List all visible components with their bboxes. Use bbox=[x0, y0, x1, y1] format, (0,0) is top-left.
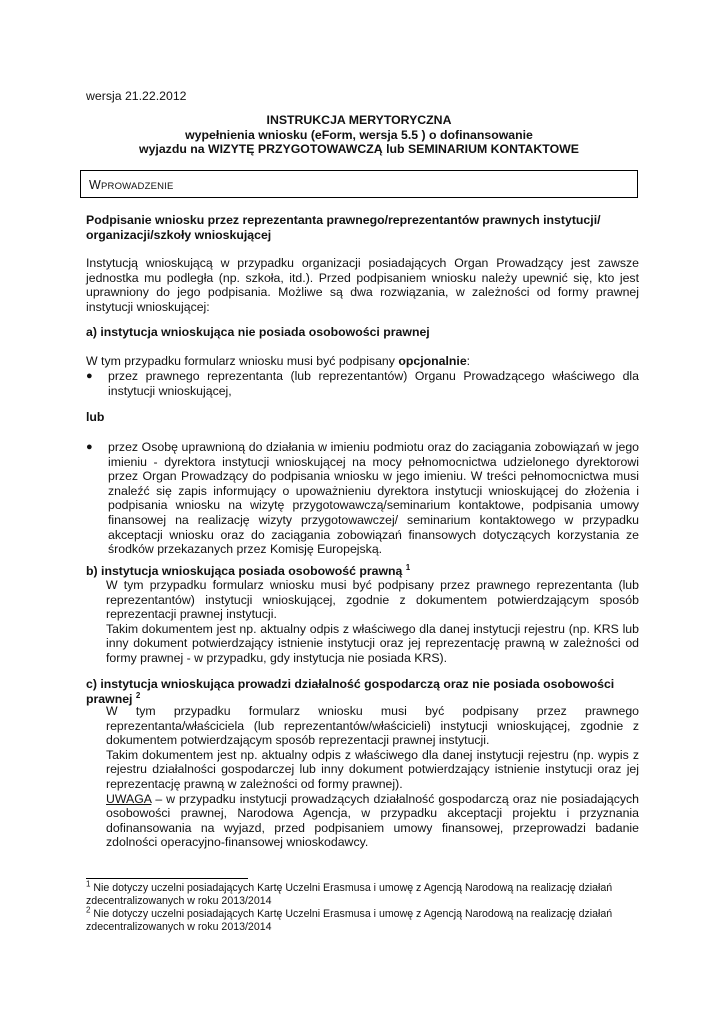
bullet-icon: ● bbox=[86, 441, 93, 453]
section-b-paragraph-1 bbox=[86, 578, 639, 666]
section-a-lead-text: W tym przypadku formularz wniosku musi być podpisany bbox=[86, 354, 399, 368]
footnote-divider bbox=[86, 878, 248, 879]
section-c-para-1: W tym przypadku formularz wniosku musi być podpisany przez prawnego reprezentanta/właściciela (lub reprezentantów/właścicieli) instytucji wnioskującej, zgodnie z dokumentem potwierdzającym sposób reprezentacji prawnej instytucji. bbox=[106, 704, 639, 748]
section-a-heading: a) instytucja wnioskująca nie posiada osobowości prawnej bbox=[86, 325, 430, 339]
footnote-ref-1: 1 bbox=[405, 562, 411, 572]
section-a-lead-bold: opcjonalnie bbox=[398, 354, 467, 368]
section-c-uwaga bbox=[86, 792, 639, 850]
section-box-initial: W bbox=[89, 178, 101, 192]
section-b-heading-text: b) instytucja wnioskująca posiada osobowość prawną bbox=[86, 564, 403, 578]
uwaga-label: UWAGA bbox=[106, 791, 152, 806]
section-a-bullet-2: przez Osobę uprawnioną do działania w imieniu podmiotu oraz do zaciągania zobowiązań w jego imieniu - dyrektora instytucji wnioskującej na mocy pełnomocnictwa udzielonego dyrektorowi przez Organ Prowadzący do podpisania wniosku w jego imieniu. W treści pełnomocnictwa musi znaleźć się zapis informujący o upoważnieniu dyrektora instytucji wnioskującej do złożenia i podpisania wniosku na wizytę przygotowawczą/seminarium kontaktowe, podpisania umowy finansowej na realizację wizyty przygotowawczej/ seminarium kontaktowego w przypadku akceptacji wniosku oraz do zaciągania zobowiązań finansowych dotyczących korzystania ze środków przekazanych przez Komisję Europejską. bbox=[108, 440, 639, 557]
title-line-3: wyjazdu na WIZYTĘ PRZYGOTOWAWCZĄ lub SEMINARIUM KONTAKTOWE bbox=[139, 142, 579, 157]
version-label: wersja 21.22.2012 bbox=[86, 89, 187, 103]
section-c-para-2: Takim dokumentem jest np. aktualny odpis z właściwego dla danej instytucji rejestru (np. wypis z rejestru działalności gospodarczej lub inny dokument potwierdzający istnienie instytucji oraz jej reprezentację prawną w zależności od formy prawnej). bbox=[106, 747, 639, 791]
title-line-2: wypełnienia wniosku (eForm, wersja 5.5 ) o dofinansowanie bbox=[185, 127, 533, 142]
title-line-1: INSTRUKCJA MERYTORYCZNA bbox=[266, 113, 452, 127]
footnote-ref-2: 2 bbox=[135, 690, 141, 700]
section-b-para-2-text: Takim dokumentem jest np. aktualny odpis z właściwego dla danej instytucji rejestru (np. KRS lub inny dokument potwierdzający istnienie instytucji oraz jej reprezentację prawną w zależności od formy prawnej - w przypadku, gdy instytucja nie posiada KRS). bbox=[106, 621, 639, 665]
section-c-body bbox=[86, 704, 639, 850]
footnote-1-number: 1 bbox=[86, 879, 91, 889]
section-box-intro bbox=[80, 170, 638, 198]
section-b-para-1-text: W tym przypadku formularz wniosku musi być podpisany przez prawnego reprezentanta (lub reprezentantów) instytucji wnioskującej, zgodnie z dokumentem potwierdzającym sposób reprezentacji prawnej instytucji. bbox=[106, 578, 639, 622]
footnote-1-text: Nie dotyczy uczelni posiadających Kartę Uczelni Erasmusa i umowę z Agencją Narodową na realizację działań zdecentralizowanych w roku 2013/2014 bbox=[86, 882, 613, 907]
footnote-2 bbox=[86, 905, 639, 934]
uwaga-text: – w przypadku instytucji prowadzących działalność gospodarczą oraz nie posiadających osobowości prawnej, Narodowa Agencja, w przypadku akceptacji projektu i przyznania dofinansowania na wyjazd, przed podpisaniem umowy finansowej, przeprowadzi badanie zdolności operacyjno-finansowej wnioskodawcy. bbox=[106, 791, 639, 850]
footnote-2-number: 2 bbox=[86, 905, 91, 915]
section-a-lead-colon: : bbox=[466, 354, 471, 368]
section-box-label bbox=[89, 178, 174, 195]
section-c-heading bbox=[86, 677, 639, 706]
section-box-rest: PROWADZENIE bbox=[101, 181, 174, 192]
heading-signing: Podpisanie wniosku przez reprezentanta prawnego/reprezentantów prawnych instytucji/ organizacji/szkoły wnioskującej bbox=[86, 213, 601, 242]
intro-paragraph: Instytucją wnioskującą w przypadku organizacji posiadających Organ Prowadzący jest zawsze jednostka mu podległa (np. szkoła, itd.). Przed podpisaniem wniosku należy upewnić się, kto jest uprawniony do jego podpisania. Możliwe są dwa rozwiązania, w zależności od formy prawnej instytucji wnioskującej: bbox=[86, 256, 639, 314]
section-c-heading-text: c) instytucja wnioskująca prowadzi działalność gospodarczą oraz nie posiada osobowości prawnej bbox=[86, 677, 615, 706]
footnote-1 bbox=[86, 879, 639, 908]
footnote-2-text: Nie dotyczy uczelni posiadających Kartę Uczelni Erasmusa i umowę z Agencją Narodową na realizację działań zdecentralizowanych w roku 2013/2014 bbox=[86, 908, 613, 933]
section-a-or: lub bbox=[86, 410, 105, 424]
section-b-heading bbox=[86, 564, 410, 579]
document-title bbox=[80, 113, 638, 157]
bullet-icon: ● bbox=[86, 370, 93, 382]
section-a-bullet-1: przez prawnego reprezentanta (lub reprezentantów) Organu Prowadzącego właściwego dla instytucji wnioskującej, bbox=[108, 369, 639, 398]
section-a-lead bbox=[86, 354, 639, 369]
